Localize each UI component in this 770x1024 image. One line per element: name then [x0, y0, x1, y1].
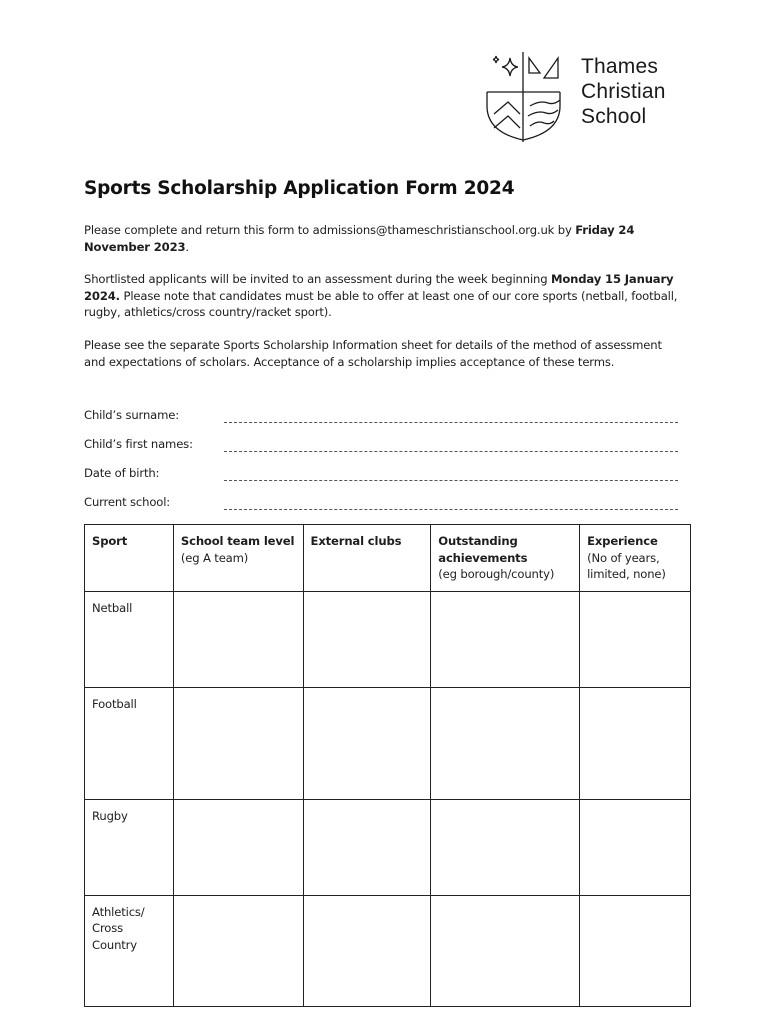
date-of-birth-label: Date of birth:	[84, 466, 160, 480]
surname-label: Child’s surname:	[84, 408, 179, 422]
experience-cell[interactable]	[580, 895, 691, 1006]
sport-cell: Football	[85, 687, 174, 799]
external-clubs-cell[interactable]	[303, 799, 431, 895]
team-level-cell[interactable]	[173, 799, 303, 895]
date-of-birth-input-line[interactable]	[224, 480, 678, 481]
table-row	[85, 895, 691, 1006]
achievements-cell[interactable]	[431, 895, 580, 1006]
assessment-info-end: Please note that candidates must be able to offer at least one of our core sports (netball, football, rugby, athletics/cross country/racket sport).	[84, 288, 678, 319]
assessment-info-text: Shortlisted applicants will be invited to an assessment during the week beginning	[84, 272, 551, 286]
date-of-birth-field[interactable]	[84, 466, 690, 484]
school-name-line: School	[581, 105, 647, 128]
external-clubs-cell[interactable]	[303, 591, 431, 687]
experience-cell[interactable]	[580, 799, 691, 895]
current-school-input-line[interactable]	[224, 509, 678, 510]
header-title: Outstanding achievements	[438, 534, 528, 565]
assessment-info	[84, 271, 684, 321]
header-title: Sport	[92, 534, 128, 548]
header-outstanding-achievements	[431, 525, 580, 592]
header-experience	[580, 525, 691, 592]
table-row	[85, 687, 691, 799]
header-subtitle: (No of years, limited, none)	[587, 550, 666, 581]
return-instructions	[84, 222, 684, 255]
assessment-date: Monday 15 January 2024.	[84, 272, 674, 303]
achievements-cell[interactable]	[431, 687, 580, 799]
header-subtitle: (eg A team)	[180, 550, 249, 565]
school-logo	[484, 48, 694, 144]
team-level-cell[interactable]	[173, 687, 303, 799]
surname-field[interactable]	[84, 408, 690, 426]
experience-cell[interactable]	[580, 687, 691, 799]
school-name-line: Christian	[581, 80, 666, 103]
deadline-date: Friday 24 November 2023	[84, 223, 635, 254]
table-row	[85, 799, 691, 895]
sports-table	[84, 524, 691, 1007]
surname-input-line[interactable]	[224, 422, 678, 423]
school-name-line: Thames	[581, 55, 659, 78]
sport-cell: Netball	[85, 591, 174, 687]
terms-info: Please see the separate Sports Scholarship Information sheet for details of the method of assessment and expectations of scholars. Acceptance of a scholarship implies acceptance of these terms.	[84, 338, 662, 369]
sport-cell: Athletics/ Cross Country	[85, 895, 174, 1006]
header-sport	[85, 525, 174, 592]
form-title: Sports Scholarship Application Form 2024	[84, 178, 515, 199]
first-names-field[interactable]	[84, 437, 690, 455]
external-clubs-cell[interactable]	[303, 687, 431, 799]
return-instructions-text: Please complete and return this form to admissions@thameschristianschool.org.uk by	[84, 223, 576, 237]
team-level-cell[interactable]	[173, 591, 303, 687]
header-title: External clubs	[310, 534, 402, 548]
school-crest-icon	[484, 48, 564, 144]
punctuation: .	[185, 239, 189, 254]
table-header-row	[85, 525, 691, 592]
external-clubs-cell[interactable]	[303, 895, 431, 1006]
table-row	[85, 591, 691, 687]
achievements-cell[interactable]	[431, 591, 580, 687]
school-name	[581, 54, 666, 129]
achievements-cell[interactable]	[431, 799, 580, 895]
header-school-team-level	[173, 525, 303, 592]
header-title: School team level	[180, 534, 295, 548]
first-names-label: Child’s first names:	[84, 437, 193, 451]
header-title: Experience	[587, 534, 658, 548]
header-external-clubs	[303, 525, 431, 592]
header-subtitle: (eg borough/county)	[438, 567, 555, 581]
experience-cell[interactable]	[580, 591, 691, 687]
current-school-label: Current school:	[84, 495, 171, 509]
first-names-input-line[interactable]	[224, 451, 678, 452]
current-school-field[interactable]	[84, 495, 690, 513]
team-level-cell[interactable]	[173, 895, 303, 1006]
sport-cell: Rugby	[85, 799, 174, 895]
